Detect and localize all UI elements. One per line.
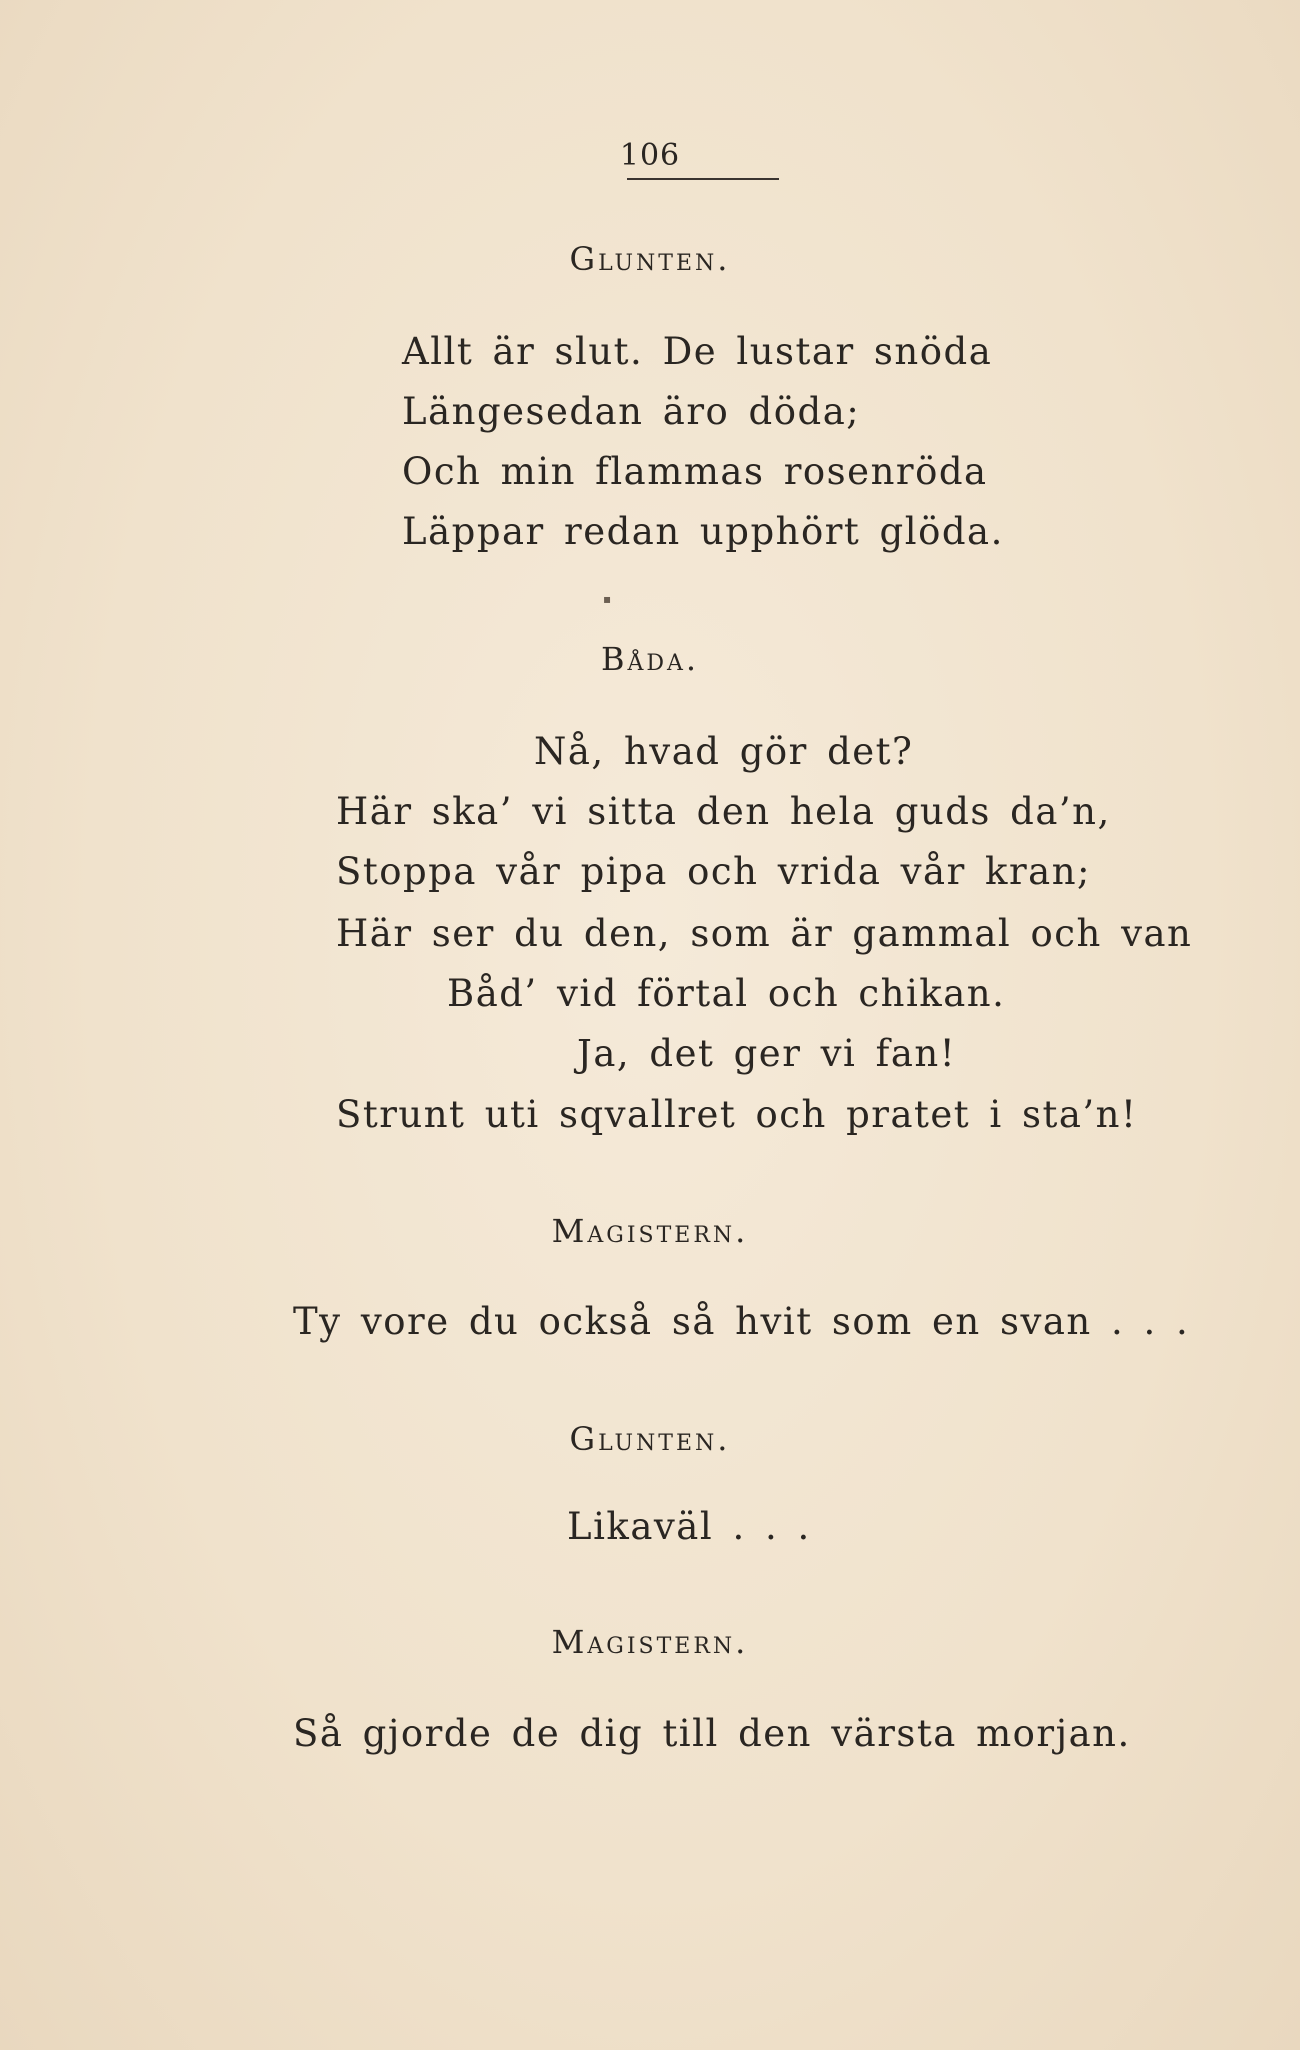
verse-line: Likaväl . . . (567, 1505, 811, 1548)
speaker-glunten: Glunten. (569, 1420, 731, 1458)
verse-line: Ja, det ger vi fan! (577, 1032, 957, 1075)
verse-line: Här ska’ vi sitta den hela guds da’n, (336, 790, 1111, 833)
verse-line: Och min flammas rosenröda (402, 450, 988, 493)
verse-line: Båd’ vid förtal och chikan. (447, 972, 1006, 1015)
verse-line: Strunt uti sqvallret och pratet i sta’n! (336, 1093, 1138, 1136)
verse-line: Längesedan äro döda; (402, 390, 861, 433)
speaker-bada: Båda. (600, 640, 700, 678)
verse-line: Nå, hvad gör det? (534, 730, 914, 773)
speaker-magistern: Magistern. (551, 1623, 749, 1661)
ink-speck: ▪ (603, 592, 612, 606)
verse-line: Ty vore du också så hvit som en svan . . . (293, 1300, 1190, 1343)
speaker-glunten: Glunten. (569, 240, 731, 278)
header-rule (627, 178, 779, 180)
verse-line: Läppar redan upphört glöda. (402, 510, 1004, 553)
verse-line: Här ser du den, som är gammal och van (336, 912, 1193, 955)
verse-line: Allt är slut. De lustar snöda (402, 330, 993, 373)
verse-line: Så gjorde de dig till den värsta morjan. (293, 1712, 1131, 1755)
page-number: 106 (619, 138, 681, 173)
speaker-magistern: Magistern. (551, 1212, 749, 1250)
verse-line: Stoppa vår pipa och vrida vår kran; (336, 850, 1092, 893)
